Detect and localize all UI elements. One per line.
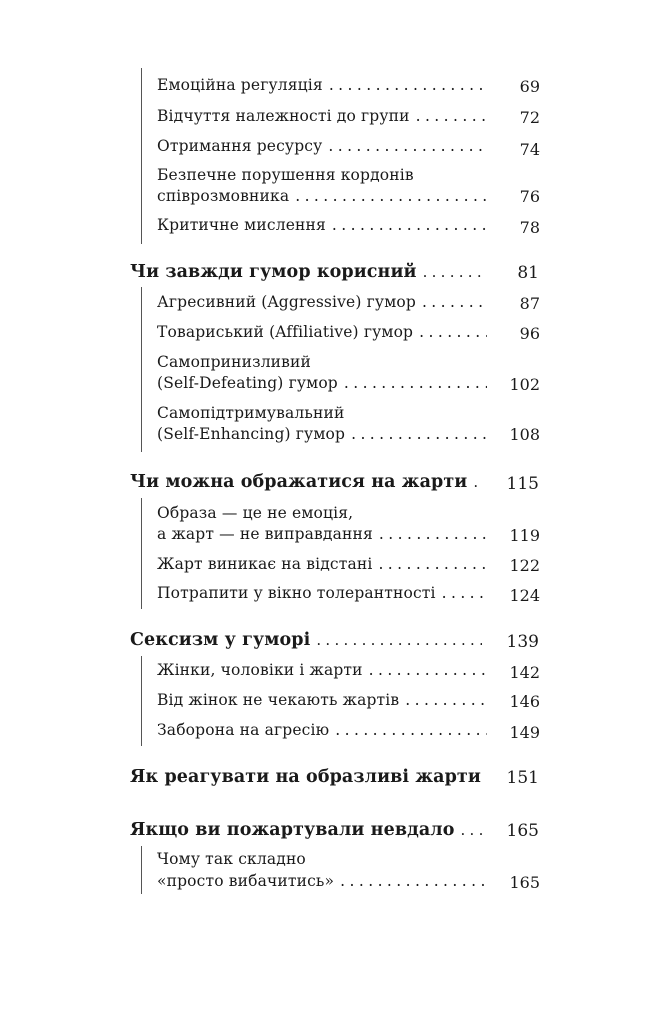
dot-leader	[340, 872, 487, 890]
toc-entry-title-cont: «просто вибачитись»	[157, 872, 335, 890]
toc-entry-title-cont: а жарт — не виправдання	[157, 525, 373, 543]
toc-entry-line	[157, 76, 487, 94]
dot-leader	[442, 584, 487, 602]
toc-entry-title: Відчуття належності до групи	[157, 107, 410, 125]
dot-leader	[379, 525, 487, 543]
dot-leader	[351, 425, 487, 443]
toc-entry-page: 124	[509, 586, 540, 605]
toc-entry-page: 146	[509, 692, 540, 711]
toc-chapter-page: 81	[517, 263, 539, 283]
dot-leader	[423, 263, 482, 281]
toc-entry-title: Безпечне порушення кордонів	[157, 166, 414, 184]
toc-entry-title: Образа — це не емоція,	[157, 504, 354, 522]
toc-entry-line	[157, 187, 487, 205]
toc-entry-title: Агресивний (Aggressive) гумор	[157, 293, 416, 311]
toc-chapter-title: Чи можна ображатися на жарти	[130, 472, 468, 492]
toc-entry-line	[157, 721, 487, 739]
toc-entry-title-cont: співрозмовника	[157, 187, 290, 205]
toc-entry-page: 142	[509, 663, 540, 682]
toc-chapter-title: Сексизм у гуморі	[130, 630, 311, 650]
toc-entry-title: Отримання ресурсу	[157, 137, 323, 155]
toc-entry-line	[157, 555, 487, 573]
toc-chapter-line	[130, 767, 482, 787]
toc-chapter-page: 115	[506, 474, 539, 494]
toc-entry-page: 96	[519, 324, 540, 343]
toc-chapter-line	[130, 262, 482, 282]
toc-chapter-page: 139	[506, 632, 539, 652]
toc-entry-page: 78	[519, 218, 540, 237]
toc-chapter-line	[130, 820, 482, 840]
dot-leader	[332, 216, 487, 234]
dot-leader	[416, 107, 487, 125]
dot-leader	[461, 821, 482, 839]
section-rule	[141, 498, 142, 609]
toc-entry-title: Жарт виникає на відстані	[157, 555, 373, 573]
toc-entry-line	[157, 216, 487, 234]
dot-leader	[378, 555, 487, 573]
toc-entry-title: Товариський (Affiliative) гумор	[157, 323, 414, 341]
toc-entry-line	[157, 374, 487, 392]
toc-entry-page: 149	[509, 723, 540, 742]
toc-entry-title-cont: (Self-Enhancing) гумор	[157, 425, 346, 443]
toc-entry-line	[157, 323, 487, 341]
toc-entry-line	[157, 293, 487, 311]
toc-entry-title: Емоційна регуляція	[157, 76, 323, 94]
toc-entry-page: 87	[519, 294, 540, 313]
toc-entry-page: 69	[519, 77, 540, 96]
toc-entry-title: Потрапити у вікно толерантності	[157, 584, 436, 602]
toc-entry-line	[157, 584, 487, 602]
dot-leader	[369, 661, 487, 679]
toc-entry-page: 102	[509, 375, 540, 394]
toc-entry-line	[157, 425, 487, 443]
toc-chapter-title: Як реагувати на образливі жарти	[130, 767, 481, 787]
toc-chapter-page: 151	[506, 768, 539, 788]
toc-entry-title-cont: (Self-Defeating) гумор	[157, 374, 338, 392]
toc-entry-line	[157, 137, 487, 155]
dot-leader	[344, 374, 487, 392]
dot-leader	[328, 137, 487, 155]
section-rule	[141, 656, 142, 746]
dot-leader	[422, 293, 487, 311]
dot-leader	[316, 631, 482, 649]
toc-entry-line	[157, 525, 487, 543]
toc-entry-page: 119	[509, 526, 540, 545]
section-rule	[141, 68, 142, 244]
toc-entry-page: 72	[519, 108, 540, 127]
toc-chapter-line	[130, 472, 482, 492]
toc-entry-title: Чому так складно	[157, 850, 306, 868]
dot-leader	[419, 323, 487, 341]
toc-chapter-title: Чи завжди гумор корисний	[130, 262, 417, 282]
toc-entry-page: 74	[519, 140, 540, 159]
toc-entry-line	[157, 872, 487, 890]
toc-entry-page: 122	[509, 556, 540, 575]
dot-leader	[329, 76, 487, 94]
toc-entry-line	[157, 661, 487, 679]
section-rule	[141, 846, 142, 894]
dot-leader	[335, 721, 487, 739]
dot-leader	[473, 473, 482, 491]
toc-chapter-page: 165	[506, 821, 539, 841]
toc-entry-title: Критичне мислення	[157, 216, 326, 234]
toc-entry-title: Від жінок не чекають жартів	[157, 691, 400, 709]
dot-leader	[295, 187, 487, 205]
toc-entry-title: Самопринизливий	[157, 353, 312, 371]
toc-entry-line	[157, 691, 487, 709]
toc-chapter-line	[130, 630, 482, 650]
toc-entry-title: Жінки, чоловіки і жарти	[157, 661, 363, 679]
toc-entry-title: Заборона на агресію	[157, 721, 330, 739]
toc-entry-page: 76	[519, 187, 540, 206]
toc-entry-title: Самопідтримувальний	[157, 404, 345, 422]
toc-entry-page: 165	[509, 873, 540, 892]
dot-leader	[405, 691, 487, 709]
toc-chapter-title: Якщо ви пожартували невдало	[130, 820, 455, 840]
section-rule	[141, 287, 142, 452]
toc-entry-line	[157, 107, 487, 125]
toc-entry-page: 108	[509, 425, 540, 444]
